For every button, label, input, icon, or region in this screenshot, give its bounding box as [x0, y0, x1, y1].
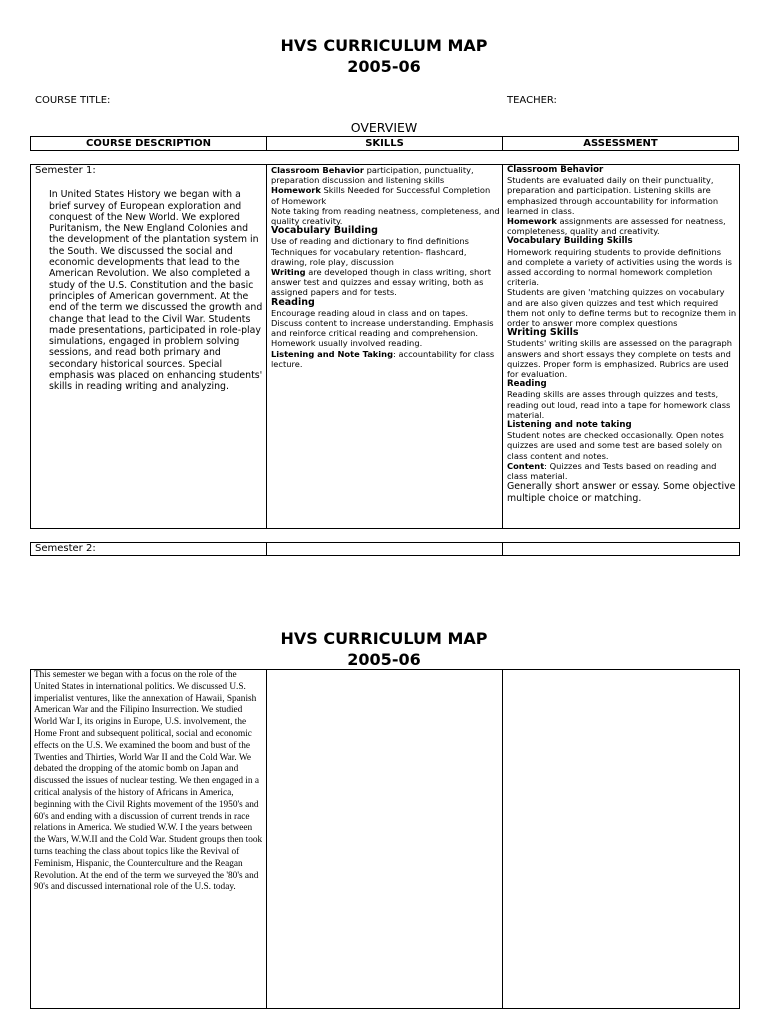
- assess-reading-heading: Reading: [507, 379, 547, 390]
- column-divider: [266, 542, 267, 556]
- semester1-description-cell: [35, 165, 263, 393]
- column-divider: [266, 669, 267, 1009]
- column-divider: [502, 164, 503, 529]
- assess-vocab-text2: Students are given 'matching quizzes on vocabulary and are also given quizzes and test which required them not only to define terms but to recognize them in order to answer more complex questions: [507, 287, 737, 329]
- assess-content-text: : Quizzes and Tests based on reading and class material.: [507, 460, 717, 482]
- skills-homework-text2: Note taking from reading neatness, completeness, and quality creativity.: [271, 205, 500, 227]
- column-divider: [502, 542, 503, 556]
- assess-classroom-text: Students are evaluated daily on their punctuality, preparation and participation. Listening skills are emphasized through accountability for information learned in class.: [507, 175, 719, 216]
- column-header-description: COURSE DESCRIPTION: [31, 137, 267, 150]
- skills-reading-text: Encourage reading aloud in class and on tapes. Discuss content to increase understanding. Emphasis and reinforce critical reading and comprehension. Homework usually involved reading.: [271, 307, 494, 349]
- semester1-assessment-cell: [507, 165, 737, 504]
- semester1-skills-cell: [271, 165, 500, 369]
- column-header-row: [30, 136, 739, 151]
- page-title: HVS CURRICULUM MAP: [280, 36, 488, 55]
- semester2-row: [30, 542, 740, 556]
- semester2-label: Semester 2:: [35, 543, 96, 554]
- assess-writing-heading: Writing Skills: [507, 327, 579, 339]
- semester1-label: Semester 1:: [35, 165, 96, 176]
- page2-description-cell: [34, 670, 264, 894]
- skills-listening-heading: Listening and Note Taking: [271, 348, 394, 359]
- skills-classroom-heading: Classroom Behavior: [271, 165, 364, 175]
- column-header-skills: SKILLS: [267, 137, 503, 150]
- skills-vocab-heading: Vocabulary Building: [271, 225, 378, 237]
- skills-reading-heading: Reading: [271, 296, 315, 308]
- skills-writing-text: are developed though in class writing, short answer test and quizzes and essay writing, both as assigned papers and for tests.: [271, 267, 491, 298]
- page2-title: HVS CURRICULUM MAP: [280, 629, 488, 648]
- assess-listening-heading: Listening and note taking: [507, 420, 632, 431]
- assess-classroom-heading: Classroom Behavior: [507, 165, 604, 175]
- assess-reading-text: Reading skills are asses through quizzes and tests, reading out loud, read into a tape for homework class material.: [507, 389, 731, 420]
- skills-homework-text: Skills Needed for Successful Completion of Homework: [271, 185, 491, 206]
- assess-vocab-text: Homework requiring students to provide definitions and complete a variety of activities using the words is assed according to normal homework completion criteria.: [507, 246, 732, 288]
- assess-content-heading: Content: [507, 460, 545, 471]
- assess-homework-text: assignments are assessed for neatness, completeness, quality and creativity.: [507, 216, 726, 237]
- assess-writing-text: Students' writing skills are assessed on the paragraph answers and short essays they complete on tests and quizzes. Proper form is emphasized. Rubrics are used for evaluation.: [507, 338, 733, 380]
- assess-vocab-heading: Vocabulary Building Skills: [507, 236, 633, 247]
- course-title-label: COURSE TITLE:: [35, 95, 111, 106]
- skills-classroom-text: participation, punctuality, preparation discussion and listening skills: [271, 165, 474, 186]
- assess-general-text: Generally short answer or essay. Some objective multiple choice or matching.: [507, 481, 736, 504]
- teacher-label: TEACHER:: [507, 95, 557, 106]
- semester1-description: In United States History we began with a brief survey of European exploration and conquest of the New World. We explored Puritanism, the New England Colonies and the development of the plantation system in the South. We discussed the social and economic developments that lead to the American Revolution. We also completed a study of the U.S. Constitution and the basic principles of American government. At the end of the term we discussed the growth and change that lead to the Civil War. Students made presentations, participated in role-play simulations, engaged in problem solving sessions, and read both primary and secondary historical sources. Special emphasis was placed on enhancing students' skills in reading writing and analyzing.: [49, 189, 263, 393]
- assess-listening-text: Student notes are checked occasionally. Open notes quizzes are used and some test are based solely on class content and notes.: [507, 430, 724, 461]
- page-year: 2005-06: [347, 57, 421, 76]
- column-divider: [502, 669, 503, 1009]
- skills-homework-heading: Homework: [271, 185, 321, 196]
- assess-homework-heading: Homework: [507, 216, 557, 227]
- column-divider: [266, 164, 267, 529]
- page2-description: This semester we began with a focus on the role of the United States in international politics. We discussed U.S. imperialist ventures, like the annexation of Hawaii, Spanish American War and the Filipino Insurrection. We studied World War I, its origins in Europe, U.S. involvement, the Home Front and subsequent political, social and economic effects on the U.S. We examined the boom and bust of the Twenties and Thirties, World War II and the Cold War. We debated the dropping of the atomic bomb on Japan and discussed the issues of nuclear testing. We then engaged in a critical analysis of the history of Africans in America, beginning with the Civil Rights movement of the 1950's and 60's and ending with a discussion of current trends in race relations in America. We studied W.W. I the years between the Wars, W.W.II and the Cold War. Student groups then took turns teaching the class about topics like the Revival of Feminism, Hispanic, the Counterculture and the Reagan Revolution. At the end of the term we surveyed the '80's and 90's and discussed international role of the U.S. today.: [34, 670, 263, 893]
- skills-vocab-text: Use of reading and dictionary to find definitions Techniques for vocabulary retention- flashcard, drawing, role play, discussion: [271, 236, 469, 267]
- overview-heading: OVERVIEW: [350, 120, 418, 135]
- skills-listening-text: : accountability for class lecture.: [271, 348, 495, 369]
- column-header-assessment: ASSESSMENT: [583, 138, 658, 149]
- skills-writing-heading: Writing: [271, 267, 306, 278]
- page2-year: 2005-06: [347, 650, 421, 669]
